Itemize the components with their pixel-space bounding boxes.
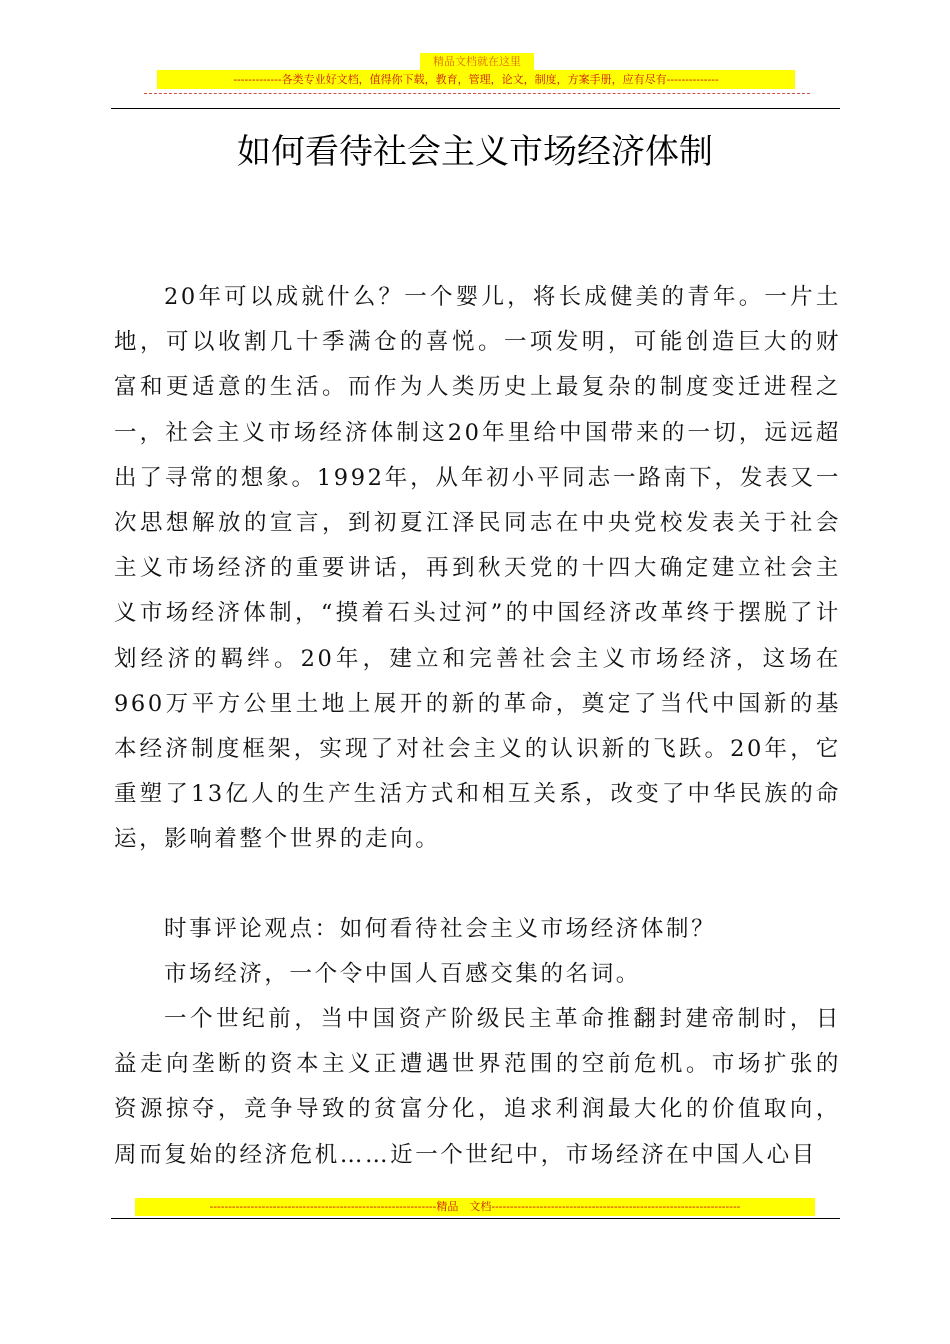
header-dashed-divider [144, 93, 810, 94]
footer-rule [111, 1218, 840, 1219]
document-body [114, 275, 841, 1178]
footer-banner: -------------------------------------------------------------精品 文档------------------------------------------------------------------- [135, 1198, 815, 1216]
document-title: 如何看待社会主义市场经济体制 [237, 132, 713, 172]
paragraph-intro: 20年可以成就什么？一个婴儿，将长成健美的青年。一片土地，可以收割几十季满仓的喜悦。一项发明，可能创造巨大的财富和更适意的生活。而作为人类历史上最复杂的制度变迁进程之一，社会主义市场经济体制这20年里给中国带来的一切，远远超出了寻常的想象。1992年，从年初小平同志一路南下，发表又一次思想解放的宣言，到初夏江泽民同志在中央党校发表关于社会主义市场经济的重要讲话，再到秋天党的十四大确定建立社会主义市场经济体制，“摸着石头过河”的中国经济改革终于摆脱了计划经济的羁绊。20年，建立和完善社会主义市场经济，这场在960万平方公里土地上展开的新的革命，奠定了当代中国新的基本经济制度框架，实现了对社会主义的认识新的飞跃。20年，它重塑了13亿人的生产生活方式和相互关系，改变了中华民族的命运，影响着整个世界的走向。 [114, 284, 841, 853]
header-banner-top: 精品文档就在这里 [420, 53, 534, 70]
paragraph-viewpoint-heading: 时事评论观点：如何看待社会主义市场经济体制？ [164, 915, 717, 942]
header-rule [111, 108, 840, 109]
paragraph-market-economy: 市场经济，一个令中国人百感交集的名词。 [164, 960, 641, 987]
paragraph-history: 一个世纪前，当中国资产阶级民主革命推翻封建帝制时，日益走向垄断的资本主义正遭遇世界范围的空前危机。市场扩张的资源掠夺，竞争导致的贫富分化，追求利润最大化的价值取向，周而复始的经济危机……近一个世纪中，市场经济在中国人心目 [114, 1006, 841, 1168]
header-banner-main: -------------各类专业好文档，值得你下载，教育，管理，论文，制度，方案手册，应有尽有-------------- [157, 70, 795, 89]
